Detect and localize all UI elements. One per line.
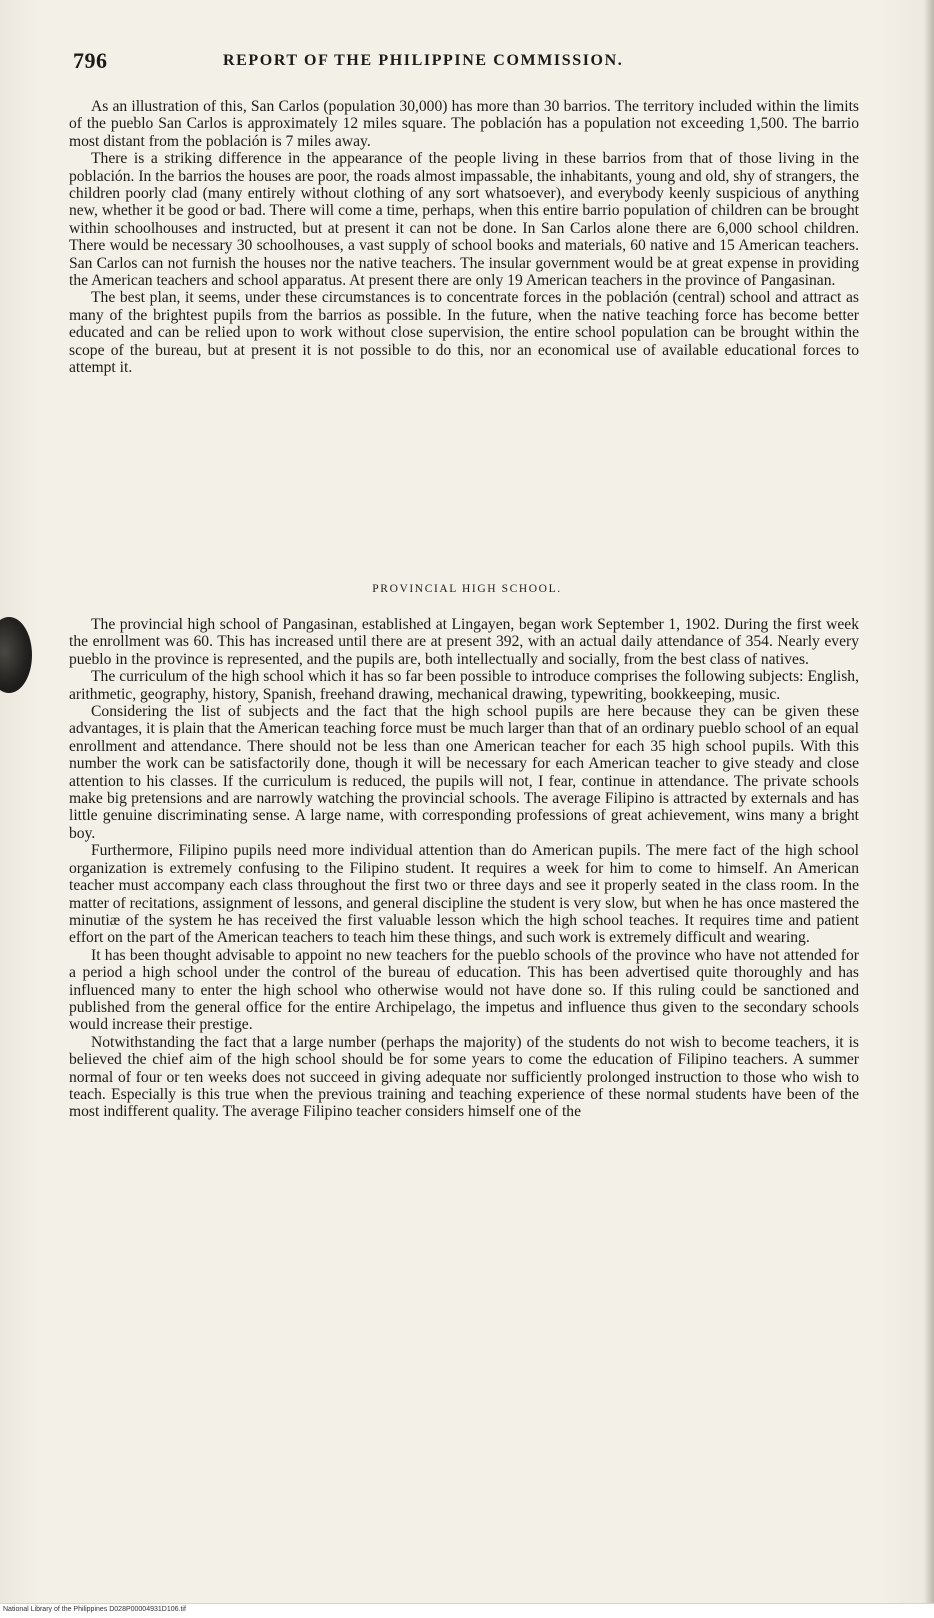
paragraph: The curriculum of the high school which it has so far been possible to introduce comprises the following subjects: English, arithmetic, geography, history, Spanish, freehand drawing, mechanical drawing, typewriting, bookkeeping, music. <box>69 668 859 703</box>
scan-footer <box>0 1603 934 1618</box>
binding-hole <box>0 617 32 693</box>
scan-info: National Library of the Philippines D028P00004931D106.tif <box>3 1606 186 1613</box>
running-title: REPORT OF THE PHILIPPINE COMMISSION. <box>223 52 624 69</box>
paragraph: Furthermore, Filipino pupils need more individual attention than do American pupils. The mere fact of the high school organization is extremely confusing to the Filipino student. It requires a week for him to come to himself. An American teacher must accompany each class throughout the first two or three days and see it properly seated in the class room. In the matter of recitations, assignment of lessons, and general discipline the student is very slow, but when he has once mastered the minutiæ of the system he has received the first valuable lesson which the high school teaches. It requires time and patient effort on the part of the American teachers to teach him these things, and such work is extremely difficult and wearing. <box>69 842 859 947</box>
paragraph: Notwithstanding the fact that a large number (perhaps the majority) of the students do not wish to become teachers, it is believed the chief aim of the high school should be for some years to come the education of Filipino teachers. A summer normal of four or ten weeks does not succeed in giving adequate nor sufficiently prolonged instruction to those who wish to teach. Especially is this true when the previous training and teaching experience of these normal students have been of the most indifferent quality. The average Filipino teacher considers himself one of the <box>69 1033 859 1121</box>
text-block-high-school <box>69 616 859 1121</box>
paragraph: The best plan, it seems, under these circumstances is to concentrate forces in the población (central) school and attract as many of the brightest pupils from the barrios as possible. In the future, when the native teaching force has become better educated and can be relied upon to work without close supervision, the entire school population can be brought within the scope of the bureau, but at present it is not possible to do this, nor an economical use of available educational forces to attempt it. <box>69 289 859 377</box>
text-block-barrios <box>69 98 859 377</box>
paragraph: The provincial high school of Pangasinan, established at Lingayen, began work September 1, 1902. During the first week the enrollment was 60. This has increased until there are at present 392, with an actual daily attendance of 354. Nearly every pueblo in the province is represented, and the pupils are, both intellectually and socially, from the best class of natives. <box>69 616 859 668</box>
paragraph: Considering the list of subjects and the fact that the high school pupils are here because they can be given these advantages, it is plain that the American teaching force must be much larger than that of an ordinary pueblo school of an equal enrollment and attendance. There should not be less than one American teacher for each 35 high school pupils. With this number the work can be satisfactorily done, though it will be necessary for each American teacher to give steady and close attention to his classes. If the curriculum is reduced, the pupils will not, I fear, continue in attendance. The private schools make big pretensions and are narrowly watching the provincial schools. The average Filipino is attracted by externals and has little genuine discriminating sense. A large name, with corresponding professions of great achievement, wins many a bright boy. <box>69 703 859 842</box>
gutter-shadow <box>924 0 934 1617</box>
paragraph: As an illustration of this, San Carlos (population 30,000) has more than 30 barrios. The territory included within the limits of the pueblo San Carlos is approximately 12 miles square. The población has a population not exceeding 1,500. The barrio most distant from the población is 7 miles away. <box>69 98 859 150</box>
page-number: 796 <box>73 48 108 73</box>
page-header <box>73 48 858 82</box>
section-heading: PROVINCIAL HIGH SCHOOL. <box>372 583 562 595</box>
paragraph: There is a striking difference in the appearance of the people living in these barrios from that of those living in the población. In the barrios the houses are poor, the roads almost impassable, the inhabitants, young and old, shy of strangers, the children poorly clad (many entirely without clothing of any sort whatsoever), and everybody keenly suspicious of anything new, whether it be good or bad. There will come a time, perhaps, when this entire barrio population of children can be brought within schoolhouses and instructed, but at present it can not be done. In San Carlos alone there are 6,000 school children. There would be necessary 30 schoolhouses, a vast supply of school books and materials, 60 native and 15 American teachers. San Carlos can not furnish the houses nor the native teachers. The insular government would be at great expense in providing the American teachers and school apparatus. At present there are only 19 American teachers in the province of Pangasinan. <box>69 150 859 290</box>
paragraph: It has been thought advisable to appoint no new teachers for the pueblo schools of the province who have not attended for a period a high school under the control of the bureau of education. This has been advertised quite thoroughly and has influenced many to enter the high school who otherwise would not have done so. If this ruling could be sanctioned and published from the general office for the entire Archipelago, the impetus and influence thus given to the secondary schools would increase their prestige. <box>69 946 859 1034</box>
